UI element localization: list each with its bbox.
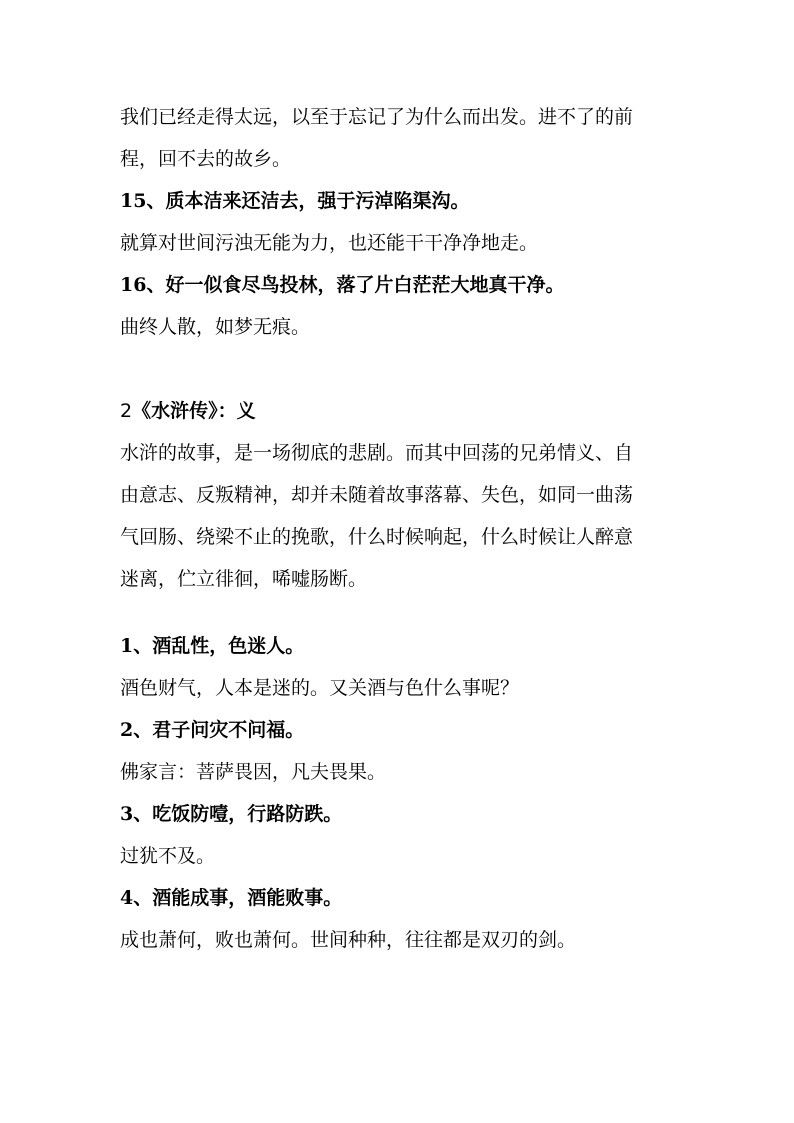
section-heading — [120, 399, 256, 423]
item-heading-text: 好一似食尽鸟投林，落了片白茫茫大地真干净。 — [165, 274, 565, 296]
item-number: 15、 — [120, 190, 166, 212]
intro-line-2: 程，回不去的故乡。 — [120, 148, 292, 170]
section-para-line-3: 气回肠、绕梁不止的挽歌，什么时候响起，什么时候让人醉意 — [120, 526, 634, 548]
item-heading-text: 酒乱性，色迷人。 — [152, 635, 305, 657]
item-heading-text: 酒能成事，酒能败事。 — [152, 887, 343, 909]
item-number: 4、 — [120, 887, 153, 909]
section-para-line-4: 迷离，伫立徘徊，唏嘘肠断。 — [120, 568, 368, 590]
item-number: 16、 — [120, 274, 166, 296]
intro-line-1: 我们已经走得太远，以至于忘记了为什么而出发。进不了的前 — [120, 106, 634, 128]
item-number: 1、 — [120, 635, 153, 657]
item-number: 3、 — [120, 803, 153, 825]
item-comment-4: 成也萧何，败也萧何。世间种种，往往都是双刃的剑。 — [120, 929, 577, 951]
section-title: 《水浒传》：义 — [132, 400, 256, 422]
item-heading-text: 君子问灾不问福。 — [152, 719, 305, 741]
item-comment-15: 就算对世间污浊无能为力，也还能干干净净地走。 — [120, 232, 539, 254]
item-heading-text: 质本洁来还洁去，强于污淖陷渠沟。 — [165, 190, 470, 212]
item-number: 2、 — [120, 719, 153, 741]
item-heading-2 — [120, 718, 304, 742]
item-comment-16: 曲终人散，如梦无痕。 — [120, 316, 311, 338]
item-heading-text: 吃饭防噎，行路防跌。 — [152, 803, 343, 825]
item-heading-15 — [120, 189, 469, 213]
section-para-line-2: 由意志、反叛精神，却并未随着故事落幕、失色，如同一曲荡 — [120, 484, 634, 506]
item-heading-16 — [120, 273, 564, 297]
item-heading-4 — [120, 886, 342, 910]
item-comment-1: 酒色财气，人本是迷的。又关酒与色什么事呢？ — [120, 677, 520, 699]
item-heading-1 — [120, 634, 304, 658]
item-comment-2: 佛家言：菩萨畏因，凡夫畏果。 — [120, 761, 387, 783]
item-comment-3: 过犹不及。 — [120, 845, 216, 867]
section-para-line-1: 水浒的故事，是一场彻底的悲剧。而其中回荡的兄弟情义、自 — [120, 442, 634, 464]
item-heading-3 — [120, 802, 342, 826]
section-number: 2 — [120, 400, 133, 422]
